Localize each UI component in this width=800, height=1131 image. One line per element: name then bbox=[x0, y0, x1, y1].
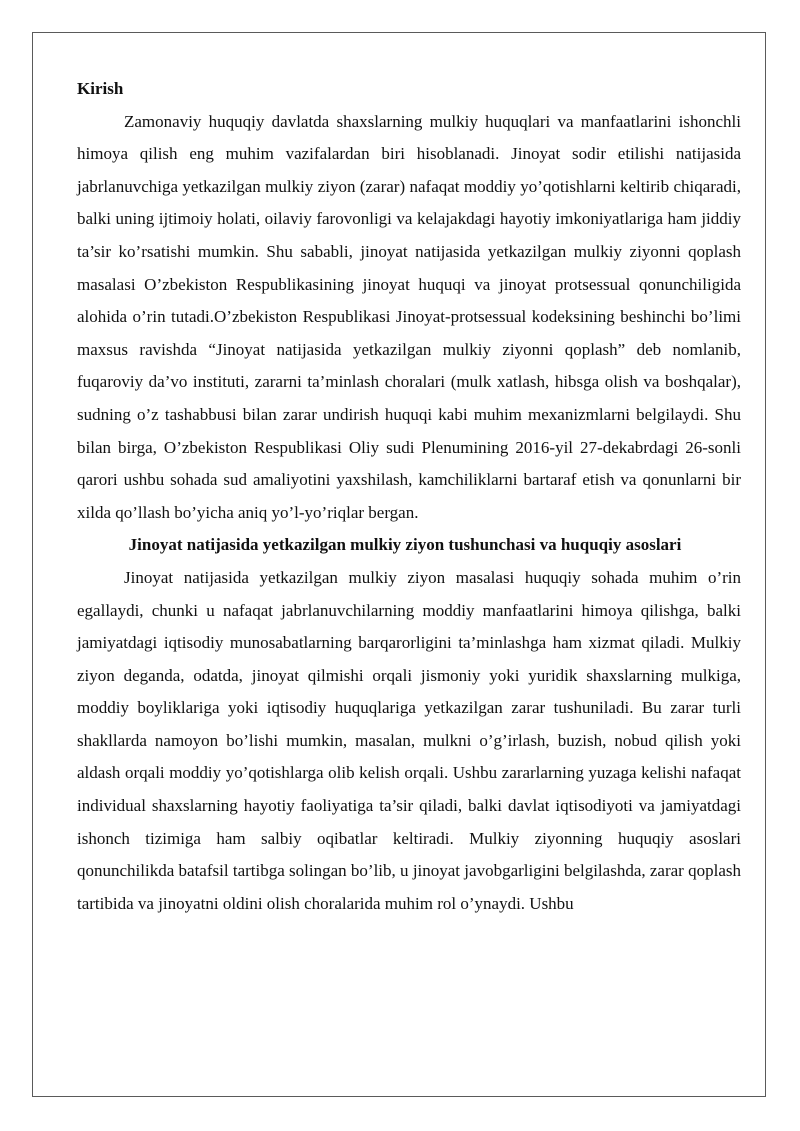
document-body bbox=[77, 73, 741, 920]
section-paragraph: Jinoyat natijasida yetkazilgan mulkiy ziyon masalasi huquqiy sohada muhim o’rin egallaydi, chunki u nafaqat jabrlanuvchilarning moddiy manfaatlarini himoya qilishga, balki jamiyatdagi iqtisodiy munosabatlarning barqarorligini ta’minlashga ham xizmat qiladi. Mulkiy ziyon deganda, odatda, jinoyat qilmishi orqali jismoniy yoki yuridik shaxslarning mulkiga, moddiy boyliklariga yoki iqtisodiy huquqlariga yetkazilgan zarar tushuniladi. Bu zarar turli shakllarda namoyon bo’lishi mumkin, masalan, mulkni o’g’irlash, buzish, nobud qilish yoki aldash orqali moddiy yo’qotishlarga olib kelish orqali. Ushbu zararlarning yuzaga kelishi nafaqat individual shaxslarning hayotiy faoliyatiga ta’sir qiladi, balki davlat iqtisodiyoti va jamiyatdagi ishonch tizimiga ham salbiy oqibatlar keltiradi. Mulkiy ziyonning huquqiy asoslari qonunchilikda batafsil tartibga solingan bo’lib, u jinoyat javobgarligini belgilashda, zarar qoplash tartibida va jinoyatni oldini olish choralarida muhim rol o’ynaydi. Ushbu bbox=[77, 567, 741, 913]
section-heading: Jinoyat natijasida yetkazilgan mulkiy ziyon tushunchasi va huquqiy asoslari bbox=[128, 535, 682, 555]
intro-heading: Kirish bbox=[77, 79, 124, 98]
intro-paragraph: Zamonaviy huquqiy davlatda shaxslarning mulkiy huquqlari va manfaatlarini ishonchli himoya qilish eng muhim vazifalardan biri hisoblanadi. Jinoyat sodir etilishi natijasida jabrlanuvchiga yetkazilgan mulkiy ziyon (zarar) nafaqat moddiy yo’qotishlarni keltirib chiqaradi, balki uning ijtimoiy holati, oilaviy farovonligi va kelajakdagi hayotiy imkoniyatlariga ham jiddiy ta’sir ko’rsatishi mumkin. Shu sababli, jinoyat natijasida yetkazilgan mulkiy ziyonni qoplash masalasi O’zbekiston Respublikasining jinoyat huquqi va jinoyat protsessual qonunchiligida alohida o’rin tutadi.O’zbekiston Respublikasi Jinoyat-protsessual kodeksining beshinchi bo’limi maxsus ravishda “Jinoyat natijasida yetkazilgan mulkiy ziyonni qoplash” deb nomlanib, fuqaroviy da’vo instituti, zararni ta’minlash choralari (mulk xatlash, hibsga olish va boshqalar), sudning o’z tashabbusi bilan zarar undirish huquqi kabi muhim mexanizmlarni belgilaydi. Shu bilan birga, O’zbekiston Respublikasi Oliy sudi Plenumining 2016-yil 27-dekabrdagi 26-sonli qarori ushbu sohada sud amaliyotini yaxshilash, kamchiliklarni bartaraf etish va qonunlarni bir xilda qo’llash bo’yicha aniq yo’l-yo’riqlar bergan. bbox=[77, 111, 741, 522]
